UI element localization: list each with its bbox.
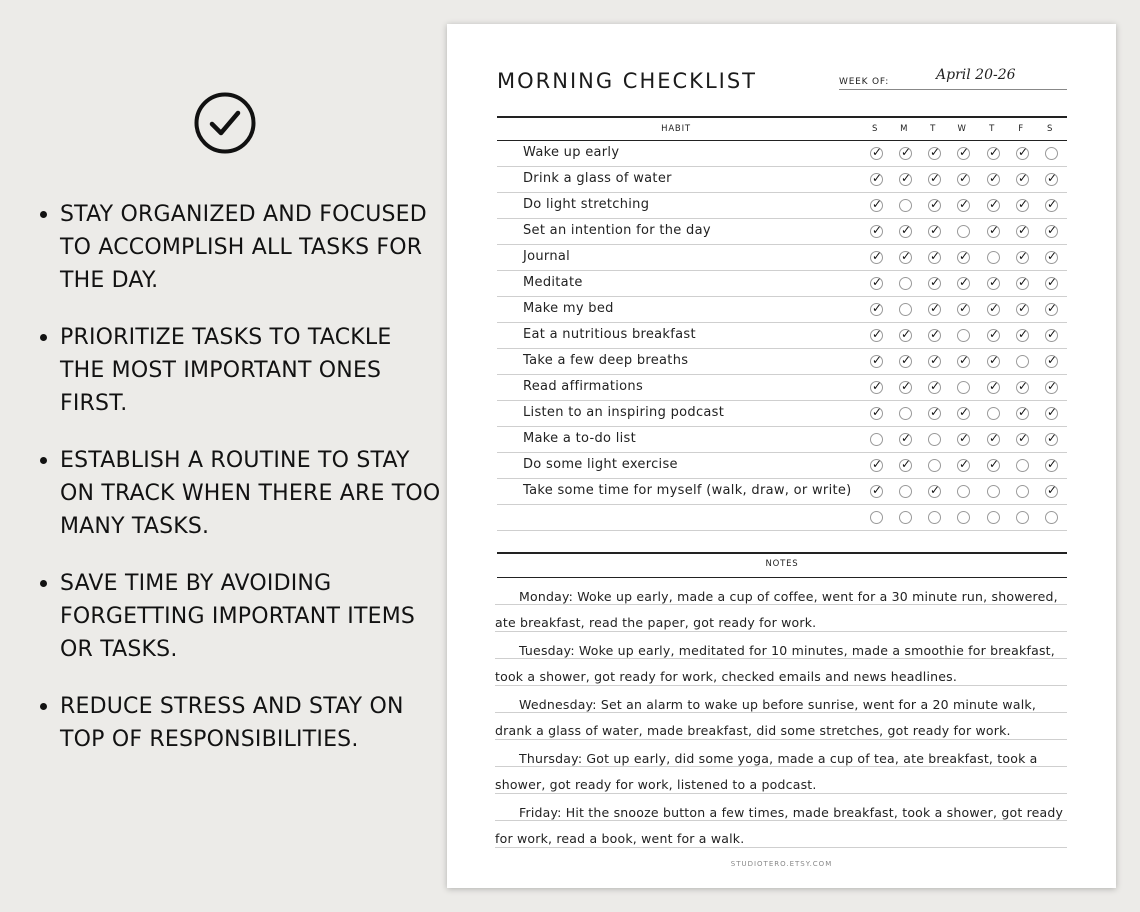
empty-circle[interactable] bbox=[899, 277, 912, 290]
notes-area bbox=[495, 578, 1067, 848]
circle-icon bbox=[899, 303, 912, 316]
habit-row bbox=[497, 479, 1067, 505]
check-icon: ✓ bbox=[1018, 171, 1029, 185]
checked-circle[interactable] bbox=[987, 173, 1000, 186]
empty-circle[interactable] bbox=[957, 381, 970, 394]
sheet-title: MORNING CHECKLIST bbox=[497, 69, 758, 93]
check-icon: ✓ bbox=[872, 197, 883, 211]
empty-circle[interactable] bbox=[957, 225, 970, 238]
habit-name: Take some time for myself (walk, draw, or write) bbox=[523, 483, 852, 498]
note-text: Monday: Woke up early, made a cup of coffee, went for a 30 minute run, showered, ate breakfast, read the paper, got ready for work. bbox=[495, 589, 1058, 630]
checked-circle[interactable] bbox=[870, 277, 883, 290]
benefit-item: ESTABLISH A ROUTINE TO STAY ON TRACK WHEN THERE ARE TOO MANY TASKS. bbox=[38, 444, 443, 543]
empty-circle[interactable] bbox=[1016, 511, 1029, 524]
check-icon: ✓ bbox=[1047, 171, 1058, 185]
checked-circle[interactable] bbox=[1016, 381, 1029, 394]
circle-icon bbox=[957, 381, 970, 394]
check-icon: ✓ bbox=[872, 301, 883, 315]
empty-circle[interactable] bbox=[987, 485, 1000, 498]
circle-icon bbox=[899, 485, 912, 498]
checked-circle[interactable] bbox=[987, 355, 1000, 368]
checked-circle[interactable] bbox=[1045, 355, 1058, 368]
checked-circle[interactable] bbox=[1045, 303, 1058, 316]
empty-circle[interactable] bbox=[928, 433, 941, 446]
checked-circle[interactable] bbox=[1045, 199, 1058, 212]
checked-circle[interactable] bbox=[928, 251, 941, 264]
check-icon: ✓ bbox=[959, 197, 970, 211]
empty-circle[interactable] bbox=[1016, 459, 1029, 472]
empty-circle[interactable] bbox=[928, 511, 941, 524]
habit-name: Do some light exercise bbox=[523, 457, 678, 472]
circle-icon bbox=[899, 277, 912, 290]
note-entry bbox=[495, 740, 1067, 794]
checked-circle[interactable] bbox=[987, 329, 1000, 342]
check-icon: ✓ bbox=[959, 145, 970, 159]
note-text: Thursday: Got up early, did some yoga, made a cup of tea, ate breakfast, took a shower, got ready for work, listened to a podcast. bbox=[495, 751, 1038, 792]
checked-circle[interactable] bbox=[899, 355, 912, 368]
check-icon: ✓ bbox=[989, 171, 1000, 185]
check-icon: ✓ bbox=[989, 353, 1000, 367]
circle-icon bbox=[899, 407, 912, 420]
check-icon: ✓ bbox=[901, 353, 912, 367]
checked-circle[interactable] bbox=[928, 381, 941, 394]
empty-circle[interactable] bbox=[928, 459, 941, 472]
checked-circle[interactable] bbox=[1045, 277, 1058, 290]
habit-row bbox=[497, 323, 1067, 349]
check-icon: ✓ bbox=[959, 171, 970, 185]
circle-icon bbox=[899, 199, 912, 212]
check-icon: ✓ bbox=[1018, 327, 1029, 341]
check-icon: ✓ bbox=[872, 405, 883, 419]
habit-row bbox=[497, 401, 1067, 427]
circle-icon bbox=[987, 511, 1000, 524]
habit-row bbox=[497, 453, 1067, 479]
checked-circle[interactable] bbox=[1016, 303, 1029, 316]
check-icon: ✓ bbox=[872, 379, 883, 393]
checked-circle[interactable] bbox=[870, 329, 883, 342]
checked-circle[interactable] bbox=[870, 407, 883, 420]
note-text: Friday: Hit the snooze button a few times, made breakfast, took a shower, got ready for work, read a book, went for a walk. bbox=[495, 805, 1064, 846]
check-icon: ✓ bbox=[1047, 379, 1058, 393]
benefit-item: REDUCE STRESS AND STAY ON TOP OF RESPONSIBILITIES. bbox=[38, 690, 443, 756]
checked-circle[interactable] bbox=[928, 485, 941, 498]
check-icon: ✓ bbox=[989, 457, 1000, 471]
checked-circle[interactable] bbox=[899, 147, 912, 160]
check-icon: ✓ bbox=[1018, 275, 1029, 289]
note-entry bbox=[495, 686, 1067, 740]
check-icon: ✓ bbox=[1018, 301, 1029, 315]
check-icon: ✓ bbox=[901, 379, 912, 393]
empty-circle[interactable] bbox=[899, 511, 912, 524]
check-icon: ✓ bbox=[1018, 223, 1029, 237]
check-icon: ✓ bbox=[930, 171, 941, 185]
checked-circle[interactable] bbox=[1045, 459, 1058, 472]
check-icon: ✓ bbox=[1047, 223, 1058, 237]
check-icon: ✓ bbox=[930, 405, 941, 419]
check-icon: ✓ bbox=[930, 353, 941, 367]
check-icon: ✓ bbox=[901, 171, 912, 185]
checked-circle[interactable] bbox=[899, 381, 912, 394]
check-icon: ✓ bbox=[989, 223, 1000, 237]
promo-panel bbox=[0, 0, 445, 912]
habit-name: Read affirmations bbox=[523, 379, 644, 394]
habit-row bbox=[497, 219, 1067, 245]
checked-circle[interactable] bbox=[1045, 329, 1058, 342]
check-icon: ✓ bbox=[901, 327, 912, 341]
check-icon: ✓ bbox=[901, 457, 912, 471]
checked-circle[interactable] bbox=[987, 225, 1000, 238]
habit-column-label: HABIT bbox=[661, 124, 691, 134]
checked-circle[interactable] bbox=[957, 433, 970, 446]
check-icon: ✓ bbox=[872, 171, 883, 185]
circle-icon bbox=[987, 485, 1000, 498]
day-header: S bbox=[1047, 124, 1053, 134]
circle-icon bbox=[957, 511, 970, 524]
check-icon: ✓ bbox=[959, 457, 970, 471]
check-icon: ✓ bbox=[872, 275, 883, 289]
check-icon: ✓ bbox=[989, 275, 1000, 289]
empty-circle[interactable] bbox=[1016, 485, 1029, 498]
circle-icon bbox=[957, 485, 970, 498]
benefit-item: PRIORITIZE TASKS TO TACKLE THE MOST IMPORTANT ONES FIRST. bbox=[38, 321, 443, 420]
empty-circle[interactable] bbox=[1045, 147, 1058, 160]
checked-circle[interactable] bbox=[957, 303, 970, 316]
habit-table-body bbox=[497, 141, 1067, 531]
checked-circle[interactable] bbox=[987, 459, 1000, 472]
notes-rule bbox=[497, 552, 1067, 554]
check-icon: ✓ bbox=[901, 249, 912, 263]
circle-icon bbox=[1016, 485, 1029, 498]
empty-circle[interactable] bbox=[870, 433, 883, 446]
circle-icon bbox=[870, 511, 883, 524]
day-header: M bbox=[900, 124, 908, 134]
check-icon: ✓ bbox=[989, 379, 1000, 393]
checked-circle[interactable] bbox=[1045, 251, 1058, 264]
empty-circle[interactable] bbox=[957, 329, 970, 342]
checked-circle[interactable] bbox=[987, 147, 1000, 160]
habit-row bbox=[497, 167, 1067, 193]
note-text: Tuesday: Woke up early, meditated for 10 minutes, made a smoothie for breakfast, took a shower, got ready for work, checked emails and news headlines. bbox=[495, 643, 1055, 684]
checked-circle[interactable] bbox=[1016, 277, 1029, 290]
empty-circle[interactable] bbox=[987, 251, 1000, 264]
checked-circle[interactable] bbox=[987, 381, 1000, 394]
circle-icon bbox=[987, 251, 1000, 264]
checked-circle[interactable] bbox=[1016, 225, 1029, 238]
benefit-item: SAVE TIME BY AVOIDING FORGETTING IMPORTANT ITEMS OR TASKS. bbox=[38, 567, 443, 666]
checked-circle[interactable] bbox=[1016, 199, 1029, 212]
habit-row bbox=[497, 427, 1067, 453]
check-icon: ✓ bbox=[930, 379, 941, 393]
check-icon: ✓ bbox=[872, 223, 883, 237]
empty-circle[interactable] bbox=[987, 511, 1000, 524]
circle-icon bbox=[1045, 511, 1058, 524]
check-icon: ✓ bbox=[1018, 405, 1029, 419]
check-icon: ✓ bbox=[930, 197, 941, 211]
check-icon: ✓ bbox=[930, 249, 941, 263]
checked-circle[interactable] bbox=[1045, 407, 1058, 420]
habit-table-header bbox=[497, 118, 1067, 140]
circle-icon bbox=[987, 407, 1000, 420]
habit-name: Wake up early bbox=[523, 145, 620, 160]
habit-name: Make a to-do list bbox=[523, 431, 636, 446]
checked-circle[interactable] bbox=[928, 173, 941, 186]
checked-circle[interactable] bbox=[957, 251, 970, 264]
checked-circle[interactable] bbox=[987, 303, 1000, 316]
checked-circle[interactable] bbox=[899, 173, 912, 186]
check-icon: ✓ bbox=[930, 145, 941, 159]
circle-icon bbox=[870, 433, 883, 446]
check-icon: ✓ bbox=[901, 431, 912, 445]
check-icon: ✓ bbox=[959, 275, 970, 289]
checked-circle[interactable] bbox=[957, 459, 970, 472]
check-icon: ✓ bbox=[989, 197, 1000, 211]
checked-circle[interactable] bbox=[899, 225, 912, 238]
check-icon: ✓ bbox=[1047, 275, 1058, 289]
check-circle-icon bbox=[193, 91, 257, 155]
checked-circle[interactable] bbox=[987, 433, 1000, 446]
day-header: W bbox=[957, 124, 967, 134]
check-icon: ✓ bbox=[1018, 249, 1029, 263]
check-icon: ✓ bbox=[930, 327, 941, 341]
checked-circle[interactable] bbox=[957, 355, 970, 368]
habit-row bbox=[497, 193, 1067, 219]
empty-circle[interactable] bbox=[899, 485, 912, 498]
checked-circle[interactable] bbox=[870, 355, 883, 368]
check-icon: ✓ bbox=[1047, 197, 1058, 211]
checked-circle[interactable] bbox=[1045, 225, 1058, 238]
check-icon: ✓ bbox=[872, 327, 883, 341]
habit-name: Make my bed bbox=[523, 301, 614, 316]
notes-label: NOTES bbox=[765, 559, 799, 569]
empty-circle[interactable] bbox=[899, 199, 912, 212]
empty-circle[interactable] bbox=[870, 511, 883, 524]
note-entry bbox=[495, 794, 1067, 848]
circle-icon bbox=[899, 511, 912, 524]
check-icon: ✓ bbox=[930, 223, 941, 237]
week-of-label: WEEK OF: bbox=[839, 77, 890, 87]
checked-circle[interactable] bbox=[899, 433, 912, 446]
check-icon: ✓ bbox=[1018, 145, 1029, 159]
check-icon: ✓ bbox=[1047, 353, 1058, 367]
footer-credit: STUDIOTERO.ETSY.COM bbox=[730, 860, 833, 868]
habit-row bbox=[497, 141, 1067, 167]
checked-circle[interactable] bbox=[899, 251, 912, 264]
checked-circle[interactable] bbox=[1016, 251, 1029, 264]
checked-circle[interactable] bbox=[1045, 173, 1058, 186]
check-icon: ✓ bbox=[872, 457, 883, 471]
week-of-value: April 20-26 bbox=[936, 67, 1016, 83]
checked-circle[interactable] bbox=[987, 277, 1000, 290]
check-icon: ✓ bbox=[959, 405, 970, 419]
check-icon: ✓ bbox=[959, 431, 970, 445]
habit-name: Take a few deep breaths bbox=[523, 353, 689, 368]
check-icon: ✓ bbox=[989, 145, 1000, 159]
checked-circle[interactable] bbox=[870, 303, 883, 316]
check-icon: ✓ bbox=[1018, 379, 1029, 393]
check-icon: ✓ bbox=[959, 249, 970, 263]
checked-circle[interactable] bbox=[870, 147, 883, 160]
circle-icon bbox=[928, 511, 941, 524]
check-icon: ✓ bbox=[1047, 483, 1058, 497]
note-entry bbox=[495, 632, 1067, 686]
note-entry bbox=[495, 578, 1067, 632]
checked-circle[interactable] bbox=[957, 173, 970, 186]
checked-circle[interactable] bbox=[1045, 381, 1058, 394]
habit-name: Listen to an inspiring podcast bbox=[523, 405, 725, 420]
circle-icon bbox=[928, 459, 941, 472]
check-icon: ✓ bbox=[930, 483, 941, 497]
note-text: Wednesday: Set an alarm to wake up before sunrise, went for a 20 minute walk, drank a glass of water, made breakfast, did some stretches, got ready for work. bbox=[495, 697, 1036, 738]
check-icon: ✓ bbox=[1047, 431, 1058, 445]
checked-circle[interactable] bbox=[1016, 407, 1029, 420]
checked-circle[interactable] bbox=[987, 199, 1000, 212]
checked-circle[interactable] bbox=[1016, 433, 1029, 446]
check-icon: ✓ bbox=[872, 483, 883, 497]
checked-circle[interactable] bbox=[1016, 329, 1029, 342]
day-header: T bbox=[930, 124, 936, 134]
check-icon: ✓ bbox=[901, 145, 912, 159]
empty-circle[interactable] bbox=[957, 485, 970, 498]
checked-circle[interactable] bbox=[928, 277, 941, 290]
checked-circle[interactable] bbox=[1045, 433, 1058, 446]
checked-circle[interactable] bbox=[1016, 173, 1029, 186]
check-icon: ✓ bbox=[1047, 301, 1058, 315]
checklist-sheet bbox=[447, 24, 1116, 888]
checked-circle[interactable] bbox=[870, 173, 883, 186]
check-icon: ✓ bbox=[872, 145, 883, 159]
habit-name: Drink a glass of water bbox=[523, 171, 672, 186]
habit-name: Journal bbox=[523, 249, 571, 264]
checked-circle[interactable] bbox=[957, 407, 970, 420]
checked-circle[interactable] bbox=[870, 199, 883, 212]
benefit-item: STAY ORGANIZED AND FOCUSED TO ACCOMPLISH ALL TASKS FOR THE DAY. bbox=[38, 198, 443, 297]
check-icon: ✓ bbox=[872, 249, 883, 263]
check-icon: ✓ bbox=[930, 301, 941, 315]
habit-row bbox=[497, 505, 1067, 531]
checked-circle[interactable] bbox=[928, 199, 941, 212]
checked-circle[interactable] bbox=[928, 355, 941, 368]
checked-circle[interactable] bbox=[870, 459, 883, 472]
checked-circle[interactable] bbox=[899, 459, 912, 472]
week-of-line bbox=[839, 89, 1067, 90]
habit-row bbox=[497, 297, 1067, 323]
check-icon: ✓ bbox=[1018, 431, 1029, 445]
empty-circle[interactable] bbox=[1045, 511, 1058, 524]
habit-row bbox=[497, 245, 1067, 271]
checked-circle[interactable] bbox=[957, 199, 970, 212]
circle-icon bbox=[1045, 147, 1058, 160]
check-icon: ✓ bbox=[989, 327, 1000, 341]
check-icon: ✓ bbox=[989, 431, 1000, 445]
checked-circle[interactable] bbox=[928, 329, 941, 342]
habit-row bbox=[497, 375, 1067, 401]
empty-circle[interactable] bbox=[899, 407, 912, 420]
day-header: T bbox=[989, 124, 995, 134]
check-icon: ✓ bbox=[959, 353, 970, 367]
check-icon: ✓ bbox=[872, 353, 883, 367]
day-header: S bbox=[872, 124, 878, 134]
checked-circle[interactable] bbox=[928, 303, 941, 316]
circle-icon bbox=[928, 433, 941, 446]
check-icon: ✓ bbox=[989, 301, 1000, 315]
check-icon: ✓ bbox=[1047, 457, 1058, 471]
check-icon: ✓ bbox=[901, 223, 912, 237]
habit-name: Meditate bbox=[523, 275, 583, 290]
checked-circle[interactable] bbox=[1016, 147, 1029, 160]
empty-circle[interactable] bbox=[1016, 355, 1029, 368]
benefit-list bbox=[38, 198, 443, 780]
checked-circle[interactable] bbox=[1045, 485, 1058, 498]
circle-icon bbox=[957, 329, 970, 342]
habit-name: Do light stretching bbox=[523, 197, 650, 212]
check-icon: ✓ bbox=[959, 301, 970, 315]
checked-circle[interactable] bbox=[957, 147, 970, 160]
checked-circle[interactable] bbox=[870, 225, 883, 238]
habit-name: Eat a nutritious breakfast bbox=[523, 327, 696, 342]
checked-circle[interactable] bbox=[870, 381, 883, 394]
checked-circle[interactable] bbox=[928, 225, 941, 238]
checked-circle[interactable] bbox=[870, 485, 883, 498]
checked-circle[interactable] bbox=[928, 407, 941, 420]
check-icon: ✓ bbox=[1047, 327, 1058, 341]
empty-circle[interactable] bbox=[957, 511, 970, 524]
circle-icon bbox=[1016, 355, 1029, 368]
checked-circle[interactable] bbox=[957, 277, 970, 290]
habit-name: Set an intention for the day bbox=[523, 223, 711, 238]
checked-circle[interactable] bbox=[899, 329, 912, 342]
check-icon: ✓ bbox=[1018, 197, 1029, 211]
check-icon: ✓ bbox=[930, 275, 941, 289]
day-header: F bbox=[1018, 124, 1024, 134]
circle-icon bbox=[957, 225, 970, 238]
empty-circle[interactable] bbox=[987, 407, 1000, 420]
circle-icon bbox=[1016, 511, 1029, 524]
check-icon: ✓ bbox=[1047, 405, 1058, 419]
habit-row bbox=[497, 271, 1067, 297]
habit-row bbox=[497, 349, 1067, 375]
checked-circle[interactable] bbox=[870, 251, 883, 264]
circle-icon bbox=[1016, 459, 1029, 472]
check-icon: ✓ bbox=[1047, 249, 1058, 263]
checked-circle[interactable] bbox=[928, 147, 941, 160]
empty-circle[interactable] bbox=[899, 303, 912, 316]
